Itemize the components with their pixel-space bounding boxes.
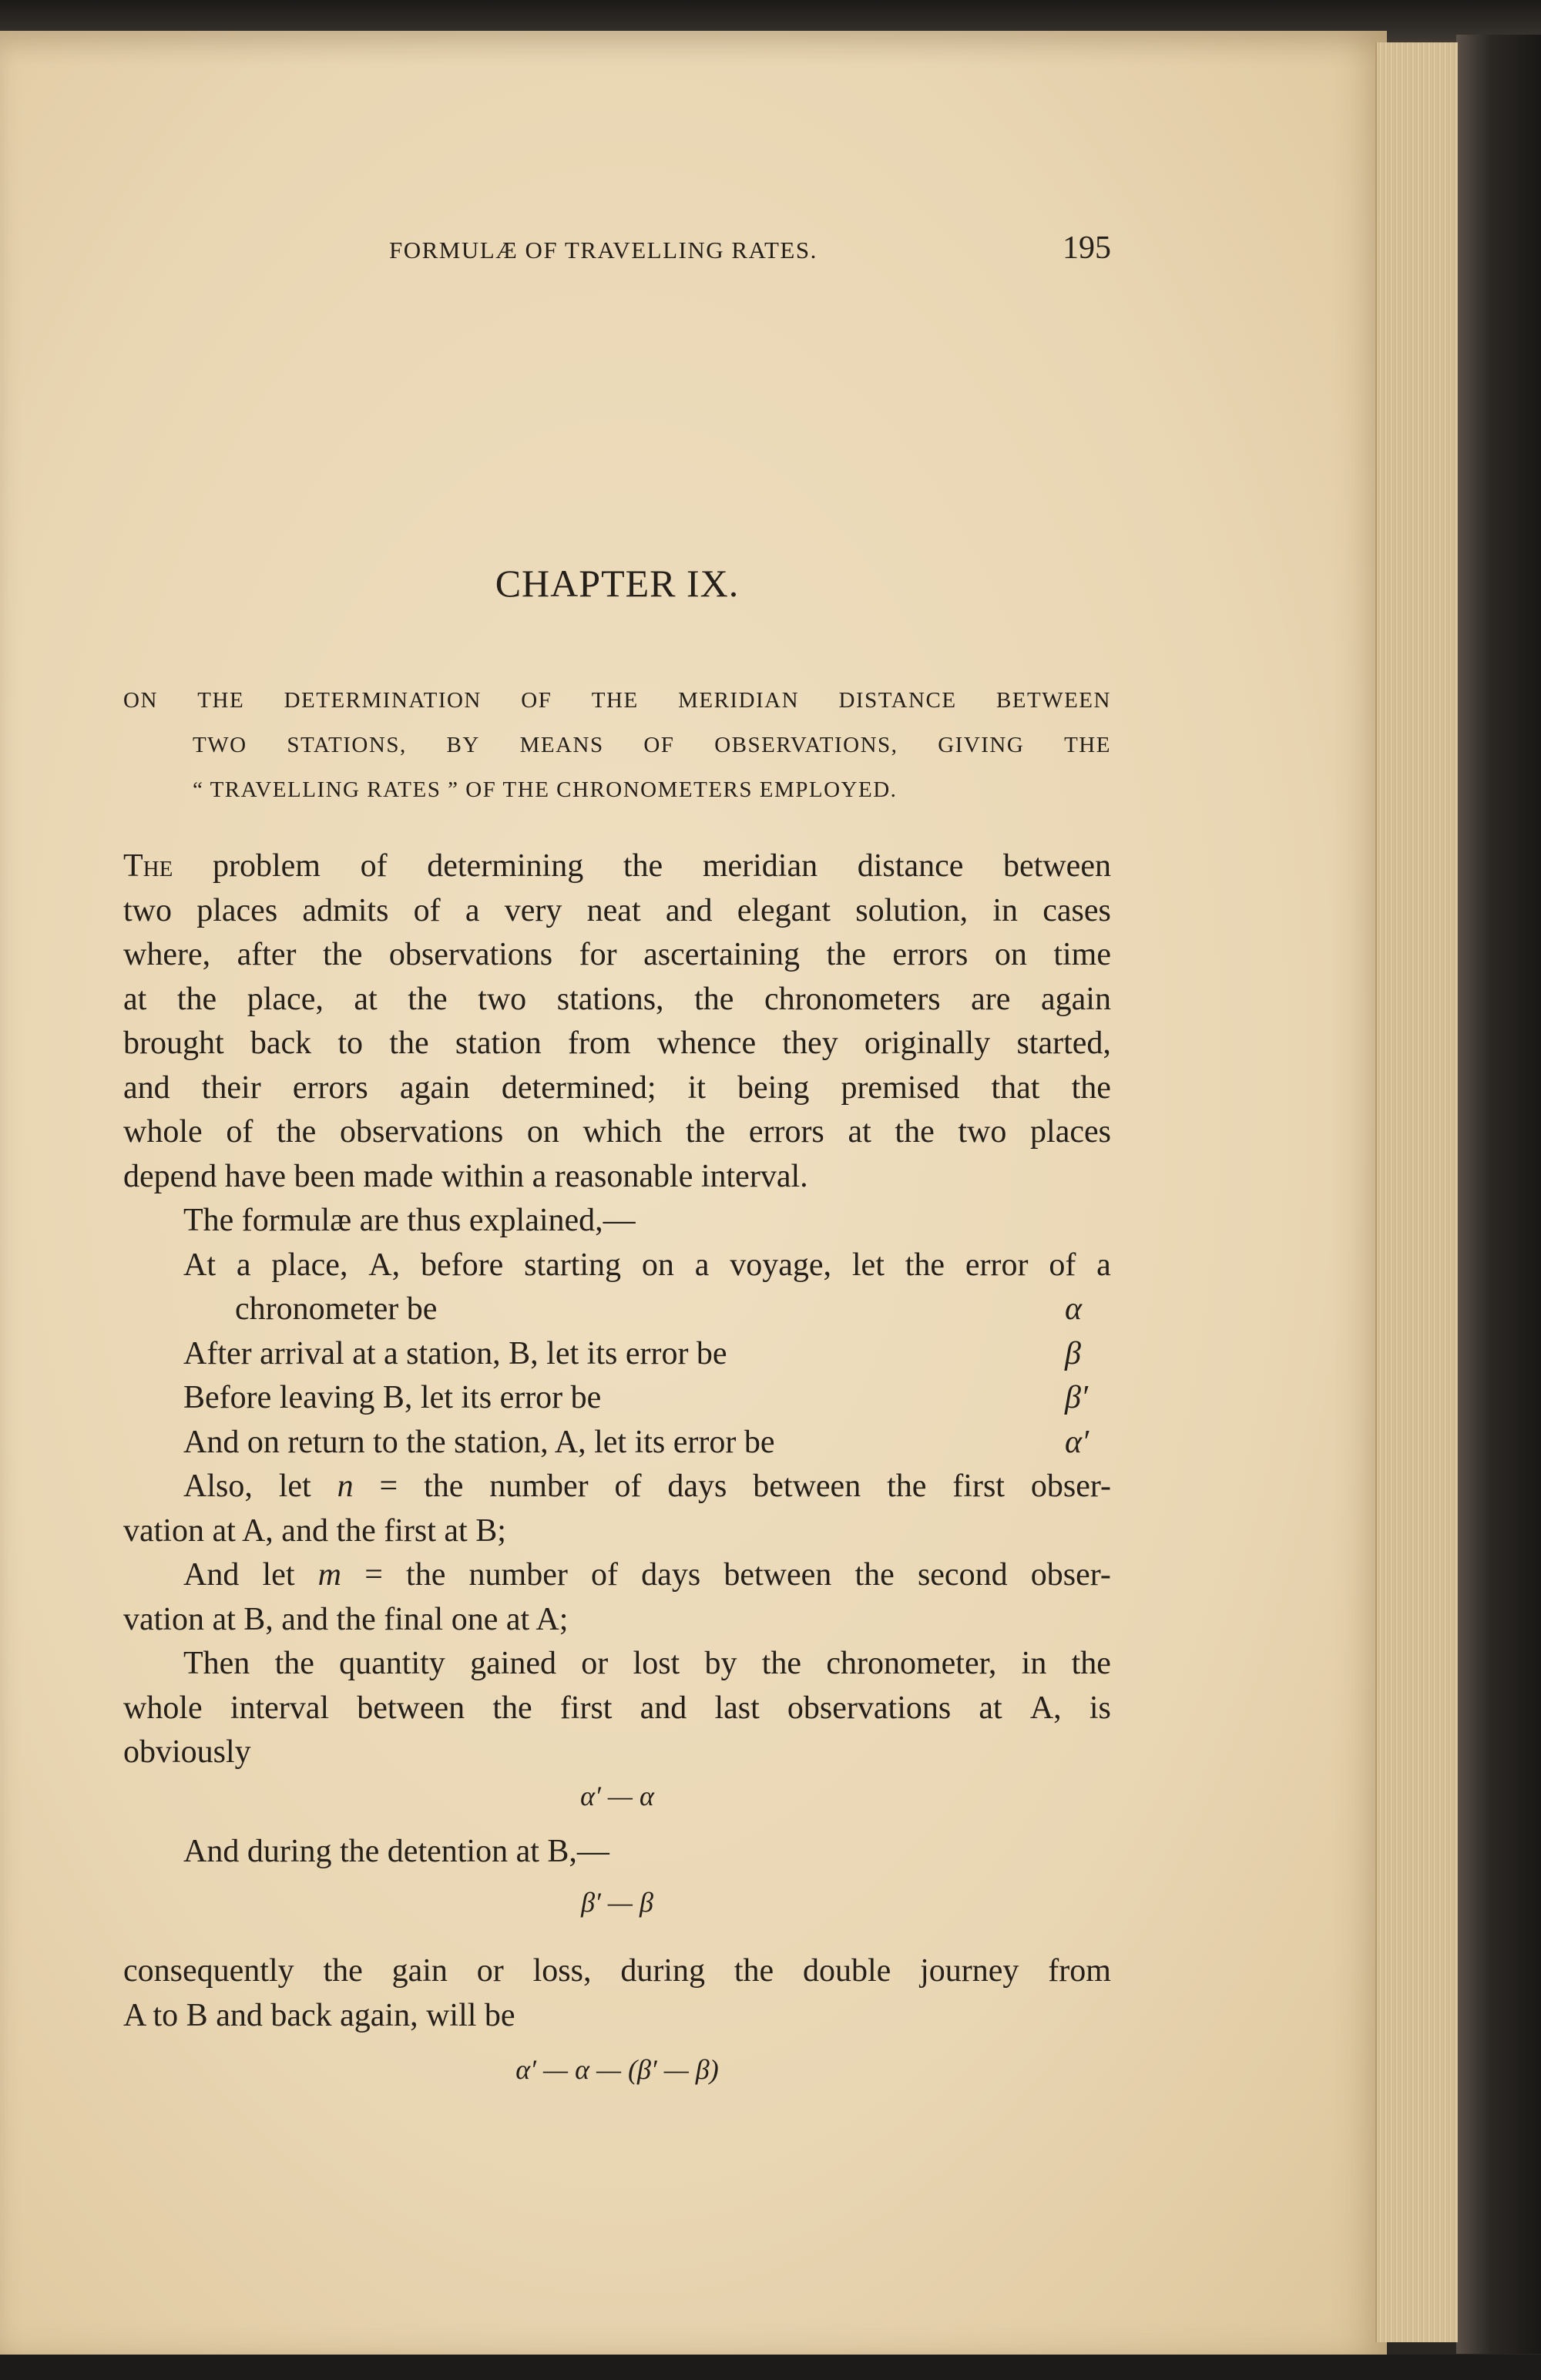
word: started, <box>1016 1026 1111 1061</box>
paragraph-intro-line-6 <box>123 1066 1111 1111</box>
word: places <box>196 892 278 928</box>
word: MERIDIAN <box>678 688 800 713</box>
word: the <box>694 981 734 1017</box>
page-edges <box>1375 42 1458 2342</box>
word: OF <box>643 733 675 757</box>
word: place, <box>247 981 324 1017</box>
chapter-heading <box>123 678 1111 812</box>
word: journey <box>920 1953 1019 1989</box>
word: whole <box>123 1114 203 1150</box>
paragraph-m-line-1 <box>123 1553 1111 1598</box>
word: that <box>991 1069 1040 1106</box>
word: ON <box>123 688 158 713</box>
word: they <box>782 1026 838 1061</box>
word: Then <box>183 1646 250 1681</box>
word: DETERMINATION <box>284 688 482 713</box>
word: the <box>854 1557 895 1593</box>
word: voyage, <box>730 1247 832 1283</box>
word: on <box>641 1247 674 1283</box>
paragraph-intro-line-7 <box>123 1110 1111 1155</box>
word: whence <box>656 1026 757 1061</box>
word: places <box>1030 1114 1111 1150</box>
word: OBSERVATIONS, <box>714 733 898 757</box>
word: days <box>667 1469 727 1504</box>
paragraph-then-line-3: obviously <box>123 1734 251 1770</box>
word: a <box>465 892 480 928</box>
word: back <box>250 1026 312 1061</box>
word: let <box>851 1247 885 1283</box>
paragraph-intro-line-2 <box>123 889 1111 934</box>
book-cover-bottom <box>0 2355 1541 2380</box>
symbol-beta-prime: β′ <box>1065 1380 1089 1415</box>
word: being <box>737 1069 810 1106</box>
word: loss, <box>532 1953 592 1989</box>
word: again <box>1041 981 1111 1017</box>
word: the <box>492 1690 532 1726</box>
word: between <box>723 1557 832 1593</box>
word: between <box>753 1469 861 1504</box>
heading-line-1 <box>123 678 1111 723</box>
word: after <box>237 937 297 972</box>
paragraph-n-line-2: vation at A, and the first at B; <box>123 1512 506 1549</box>
word: lost <box>633 1646 680 1681</box>
word: the <box>406 1557 446 1593</box>
word: Also, <box>183 1469 253 1504</box>
paragraph-intro-line-5 <box>123 1022 1111 1066</box>
word: number <box>489 1469 589 1504</box>
word: of <box>413 892 441 928</box>
definition-a-line-2 <box>123 1287 1111 1332</box>
word: observations <box>388 937 553 972</box>
paragraph-then-line-2 <box>123 1687 1111 1731</box>
word: problem <box>212 848 321 884</box>
word: or <box>476 1953 504 1989</box>
word: errors <box>292 1069 368 1106</box>
paragraph-intro-last-line: depend have been made within a reasonable interval. <box>123 1158 808 1194</box>
word: a <box>1096 1247 1111 1283</box>
word: and <box>640 1690 687 1726</box>
word: by <box>704 1646 737 1681</box>
paragraph-intro-lines <box>123 889 1111 1155</box>
word: distance <box>857 848 964 884</box>
word: chronometer, <box>826 1646 997 1681</box>
paragraph-n-line-1 <box>123 1465 1111 1509</box>
word: gained <box>470 1646 557 1681</box>
word: errors <box>748 1114 824 1150</box>
word: first <box>952 1469 1005 1504</box>
word: the <box>389 1026 429 1061</box>
word: in <box>1021 1646 1047 1681</box>
detention-paragraph <box>123 1830 1111 1875</box>
word: and <box>665 892 713 928</box>
word: double <box>802 1953 891 1989</box>
word: the <box>276 1114 317 1150</box>
chapter-title: CHAPTER IX. <box>495 562 740 605</box>
word: two <box>123 892 172 928</box>
word: the <box>685 1114 726 1150</box>
word: at <box>354 981 378 1017</box>
paragraph-intro <box>123 844 1111 1199</box>
word: let <box>278 1469 311 1504</box>
word: quantity <box>339 1646 445 1681</box>
word: of <box>591 1557 618 1593</box>
word: where, <box>123 937 211 972</box>
paragraph-intro-line-3 <box>123 933 1111 978</box>
heading-line-2 <box>123 723 1111 767</box>
word: for <box>579 937 617 972</box>
word: on <box>994 937 1027 972</box>
word: are <box>971 981 1011 1017</box>
formula-beta-difference: β′ — β <box>581 1887 653 1918</box>
word: chronometers <box>764 981 941 1017</box>
word: the <box>623 848 663 884</box>
word: errors <box>892 937 969 972</box>
formulae-intro: The formulæ are thus explained,— <box>183 1203 636 1238</box>
word: the <box>176 981 217 1017</box>
word: cases <box>1042 892 1111 928</box>
word: determined; <box>501 1069 656 1106</box>
word: interval <box>230 1690 330 1726</box>
symbol-beta: β <box>1065 1335 1081 1371</box>
page-number: 195 <box>1063 230 1111 266</box>
word: determining <box>427 848 584 884</box>
word: THE <box>197 688 245 713</box>
detention-text: And during the detention at B,— <box>183 1834 609 1869</box>
word: = <box>364 1557 383 1593</box>
word: ascertaining <box>643 937 801 972</box>
word: again <box>399 1069 470 1106</box>
word: n <box>337 1469 354 1504</box>
word: of <box>360 848 388 884</box>
word: And <box>183 1557 240 1593</box>
word: time <box>1053 937 1111 972</box>
word: DISTANCE <box>838 688 957 713</box>
word: of <box>1049 1247 1076 1283</box>
word: during <box>620 1953 705 1989</box>
definition-b-prime <box>123 1376 1111 1421</box>
word: between <box>1003 848 1111 884</box>
word: number <box>468 1557 568 1593</box>
word: the <box>895 1114 935 1150</box>
definition-b-text: After arrival at a station, B, let its error be <box>183 1335 727 1371</box>
word: a <box>694 1247 710 1283</box>
word: = <box>379 1469 398 1504</box>
word: gain <box>391 1953 448 1989</box>
paragraph-m-line-2: vation at B, and the final one at A; <box>123 1601 569 1637</box>
word: is <box>1089 1690 1111 1726</box>
word: their <box>201 1069 261 1106</box>
word: neat <box>586 892 641 928</box>
word: the <box>734 1953 774 1989</box>
definition-a-text: chronometer be <box>235 1291 438 1327</box>
word: TWO <box>193 733 247 757</box>
word: in <box>992 892 1018 928</box>
word: error <box>965 1247 1029 1283</box>
word: STATIONS, <box>287 733 407 757</box>
word: meridian <box>702 848 818 884</box>
word: the <box>761 1646 802 1681</box>
word: consequently <box>123 1953 294 1989</box>
word: first <box>559 1690 613 1726</box>
word: BETWEEN <box>995 688 1111 713</box>
drop-word: The <box>123 848 173 884</box>
definitions-block <box>123 1199 1111 1775</box>
word: of <box>226 1114 253 1150</box>
word: MEANS <box>519 733 604 757</box>
word: GIVING <box>938 733 1025 757</box>
word: the <box>323 937 363 972</box>
word: at <box>848 1114 871 1150</box>
word: originally <box>864 1026 991 1061</box>
definition-a-prime-text: And on return to the station, A, let its error be <box>183 1424 775 1460</box>
word: elegant <box>737 892 831 928</box>
word: observations <box>339 1114 504 1150</box>
word: the <box>826 937 866 972</box>
paragraph-consequently <box>123 1949 1111 2038</box>
word: observations <box>787 1690 952 1726</box>
word: starting <box>524 1247 622 1283</box>
word: A, <box>1029 1690 1062 1726</box>
word: the <box>323 1953 363 1989</box>
word: and <box>123 1069 170 1106</box>
definition-b <box>123 1332 1111 1377</box>
word: to <box>337 1026 364 1061</box>
word: between <box>357 1690 465 1726</box>
word: obser- <box>1030 1557 1111 1593</box>
definition-b-prime-text: Before leaving B, let its error be <box>183 1380 602 1415</box>
running-head-title: FORMULÆ OF TRAVELLING RATES. <box>389 237 818 264</box>
word: it <box>687 1069 706 1106</box>
word: obser- <box>1030 1469 1111 1504</box>
symbol-alpha-prime: α′ <box>1065 1424 1089 1460</box>
word: a <box>236 1247 251 1283</box>
word: solution, <box>855 892 969 928</box>
paragraph-intro-line-4 <box>123 978 1111 1022</box>
word: THE <box>591 688 639 713</box>
word: last <box>714 1690 760 1726</box>
word: OF <box>521 688 552 713</box>
word: from <box>1048 1953 1111 1989</box>
word: days <box>641 1557 701 1593</box>
book-board-edge <box>1456 35 1541 2354</box>
word: At <box>183 1247 216 1283</box>
word: premised <box>841 1069 960 1106</box>
word: the <box>887 1469 927 1504</box>
word: let <box>262 1557 295 1593</box>
word: the <box>1071 1646 1111 1681</box>
word: THE <box>1064 733 1111 757</box>
word: the <box>424 1469 464 1504</box>
formula-alpha-difference: α′ — α <box>580 1781 654 1811</box>
word: of <box>614 1469 642 1504</box>
paragraph-consequently-line-1 <box>123 1949 1111 1994</box>
word: which <box>582 1114 663 1150</box>
word: m <box>317 1557 342 1593</box>
symbol-alpha: α <box>1065 1291 1083 1327</box>
word: place, <box>271 1247 348 1283</box>
paragraph-then-line-1 <box>123 1642 1111 1687</box>
word: at <box>979 1690 1002 1726</box>
word: whole <box>123 1690 203 1726</box>
word: from <box>568 1026 631 1061</box>
word: or <box>581 1646 609 1681</box>
word: at <box>123 981 147 1017</box>
formula-double-journey: α′ — α — (β′ — β) <box>515 2054 719 2085</box>
word: the <box>274 1646 314 1681</box>
word: very <box>504 892 562 928</box>
word: the <box>408 981 448 1017</box>
paragraph-intro-line-1 <box>123 844 1111 889</box>
word: second <box>917 1557 1008 1593</box>
heading-line-3: “ TRAVELLING RATES ” OF THE CHRONOMETERS EMPLOYED. <box>193 777 898 802</box>
paragraph-consequently-line-2: A to B and back again, will be <box>123 1997 515 2033</box>
word: on <box>526 1114 559 1150</box>
word: two <box>958 1114 1007 1150</box>
word: the <box>1071 1069 1111 1106</box>
word: before <box>420 1247 504 1283</box>
word: BY <box>446 733 480 757</box>
running-head <box>123 230 1111 276</box>
word: stations, <box>556 981 664 1017</box>
definition-a-prime <box>123 1421 1111 1465</box>
word: admits <box>302 892 389 928</box>
word: two <box>478 981 527 1017</box>
word: A, <box>368 1247 401 1283</box>
word: brought <box>123 1026 224 1061</box>
word: the <box>905 1247 945 1283</box>
definition-a-line-1 <box>123 1244 1111 1288</box>
word: station <box>455 1026 542 1061</box>
